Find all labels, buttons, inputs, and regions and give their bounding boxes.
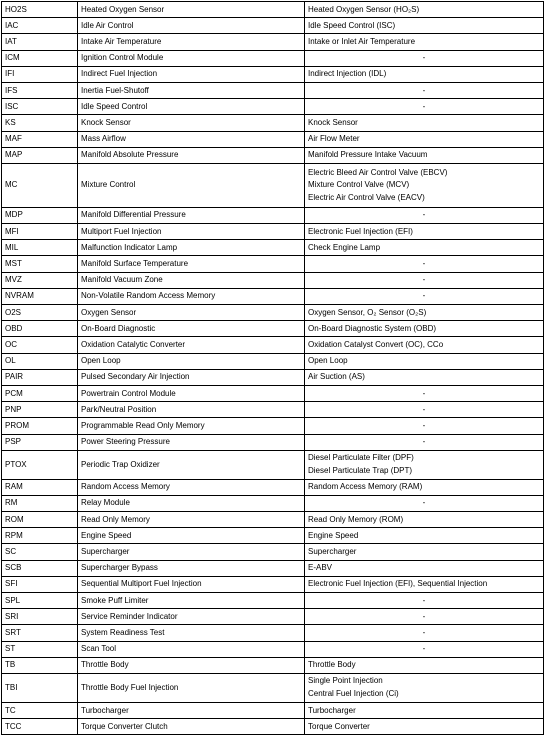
abbreviation-cell: SCB (2, 560, 78, 576)
previous-term-cell: Oxidation Catalyst Convert (OC), CCo (305, 337, 544, 353)
abbreviation-cell: NVRAM (2, 288, 78, 304)
abbreviation-cell: MC (2, 163, 78, 207)
table-row (2, 50, 544, 66)
previous-term-cell: Oxygen Sensor, O₂ Sensor (O₂S) (305, 305, 544, 321)
abbreviation-cell: MFI (2, 224, 78, 240)
table-row (2, 495, 544, 511)
abbreviation-cell: SRT (2, 625, 78, 641)
table-row (2, 544, 544, 560)
abbreviation-cell: PAIR (2, 369, 78, 385)
previous-term-cell: - (305, 385, 544, 401)
previous-term-cell: Intake or Inlet Air Temperature (305, 34, 544, 50)
abbreviation-cell: MVZ (2, 272, 78, 288)
term-cell: Malfunction Indicator Lamp (78, 240, 305, 256)
previous-term-cell: Read Only Memory (ROM) (305, 512, 544, 528)
table-row (2, 657, 544, 673)
table-row (2, 673, 544, 702)
abbreviation-cell: RAM (2, 479, 78, 495)
term-cell: Oxidation Catalytic Converter (78, 337, 305, 353)
term-cell: Manifold Differential Pressure (78, 207, 305, 223)
table-row (2, 163, 544, 207)
table-row (2, 18, 544, 34)
table-row (2, 576, 544, 592)
term-cell: Engine Speed (78, 528, 305, 544)
term-cell: Heated Oxygen Sensor (78, 2, 305, 18)
previous-term-cell: Indirect Injection (IDL) (305, 66, 544, 82)
table-row (2, 450, 544, 479)
table-row (2, 305, 544, 321)
abbreviation-cell: MAF (2, 131, 78, 147)
abbreviation-cell: OL (2, 353, 78, 369)
table-row (2, 66, 544, 82)
previous-term-cell: - (305, 641, 544, 657)
abbreviation-cell: RPM (2, 528, 78, 544)
abbreviation-cell: TCC (2, 719, 78, 735)
previous-term-line: Central Fuel Injection (Ci) (308, 688, 399, 698)
abbreviation-cell: IAC (2, 18, 78, 34)
previous-term-cell: - (305, 418, 544, 434)
table-row (2, 224, 544, 240)
previous-term-cell: Electronic Fuel Injection (EFI), Sequential Injection (305, 576, 544, 592)
abbreviation-cell: TB (2, 657, 78, 673)
previous-term-line: Single Point Injection (308, 676, 383, 686)
term-cell: Read Only Memory (78, 512, 305, 528)
term-cell: Idle Air Control (78, 18, 305, 34)
term-cell: Torque Converter Clutch (78, 719, 305, 735)
abbreviation-cell: IFS (2, 82, 78, 98)
abbreviation-cell: PSP (2, 434, 78, 450)
previous-term-cell: - (305, 256, 544, 272)
abbreviation-cell: IFI (2, 66, 78, 82)
table-row (2, 147, 544, 163)
table-body (2, 2, 544, 735)
previous-term-cell: Turbocharger (305, 702, 544, 718)
abbreviation-cell: RM (2, 495, 78, 511)
abbreviation-cell: MAP (2, 147, 78, 163)
term-cell: Periodic Trap Oxidizer (78, 450, 305, 479)
previous-term-cell: E-ABV (305, 560, 544, 576)
term-cell: Random Access Memory (78, 479, 305, 495)
term-cell: Idle Speed Control (78, 99, 305, 115)
table-row (2, 288, 544, 304)
previous-term-line: Electric Air Control Valve (EACV) (308, 192, 425, 202)
previous-term-cell: Engine Speed (305, 528, 544, 544)
abbreviation-cell: PROM (2, 418, 78, 434)
term-cell: Multiport Fuel Injection (78, 224, 305, 240)
previous-term-cell: Throttle Body (305, 657, 544, 673)
previous-term-cell: - (305, 609, 544, 625)
table-row (2, 385, 544, 401)
previous-term-cell (305, 163, 544, 207)
table-row (2, 402, 544, 418)
term-cell: Supercharger Bypass (78, 560, 305, 576)
previous-term-cell: - (305, 50, 544, 66)
table-row (2, 240, 544, 256)
term-cell: Programmable Read Only Memory (78, 418, 305, 434)
previous-term-cell: - (305, 99, 544, 115)
term-cell: Manifold Surface Temperature (78, 256, 305, 272)
table-row (2, 609, 544, 625)
abbreviation-cell: TBI (2, 673, 78, 702)
abbreviation-cell: SPL (2, 593, 78, 609)
previous-term-cell: Open Loop (305, 353, 544, 369)
abbreviation-cell: ROM (2, 512, 78, 528)
term-cell: Throttle Body (78, 657, 305, 673)
abbreviation-cell: TC (2, 702, 78, 718)
term-cell: Indirect Fuel Injection (78, 66, 305, 82)
abbreviation-cell: ICM (2, 50, 78, 66)
term-cell: Intake Air Temperature (78, 34, 305, 50)
term-cell: Service Reminder Indicator (78, 609, 305, 625)
table-row (2, 593, 544, 609)
previous-term-cell: - (305, 434, 544, 450)
abbreviation-cell: ST (2, 641, 78, 657)
abbreviation-cell: PTOX (2, 450, 78, 479)
previous-term-cell: Check Engine Lamp (305, 240, 544, 256)
table-row (2, 115, 544, 131)
previous-term-cell: - (305, 288, 544, 304)
table-row (2, 560, 544, 576)
term-cell: Throttle Body Fuel Injection (78, 673, 305, 702)
previous-term-cell (305, 450, 544, 479)
abbreviation-cell: OC (2, 337, 78, 353)
previous-term-cell: Torque Converter (305, 719, 544, 735)
table-row (2, 207, 544, 223)
table-row (2, 82, 544, 98)
abbreviation-cell: HO2S (2, 2, 78, 18)
term-cell: Supercharger (78, 544, 305, 560)
term-cell: Oxygen Sensor (78, 305, 305, 321)
previous-term-cell: - (305, 625, 544, 641)
table-row (2, 512, 544, 528)
table-row (2, 256, 544, 272)
term-cell: Relay Module (78, 495, 305, 511)
term-cell: Manifold Absolute Pressure (78, 147, 305, 163)
term-cell: Mass Airflow (78, 131, 305, 147)
table-row (2, 337, 544, 353)
previous-term-line: Diesel Particulate Trap (DPT) (308, 465, 413, 475)
table-row (2, 99, 544, 115)
abbreviation-cell: MST (2, 256, 78, 272)
abbreviation-cell: MDP (2, 207, 78, 223)
previous-term-line: Diesel Particulate Filter (DPF) (308, 453, 414, 463)
table-row (2, 131, 544, 147)
table-row (2, 353, 544, 369)
term-cell: Mixture Control (78, 163, 305, 207)
term-cell: Smoke Puff Limiter (78, 593, 305, 609)
term-cell: Scan Tool (78, 641, 305, 657)
abbreviation-cell: SRI (2, 609, 78, 625)
table-row (2, 369, 544, 385)
term-cell: Power Steering Pressure (78, 434, 305, 450)
previous-term-cell: Electronic Fuel Injection (EFI) (305, 224, 544, 240)
previous-term-cell: - (305, 593, 544, 609)
previous-term-cell: - (305, 495, 544, 511)
term-cell: On-Board Diagnostic (78, 321, 305, 337)
term-cell: Manifold Vacuum Zone (78, 272, 305, 288)
table-row (2, 434, 544, 450)
previous-term-cell: - (305, 402, 544, 418)
previous-term-cell: Heated Oxygen Sensor (HO₂S) (305, 2, 544, 18)
previous-term-cell: - (305, 272, 544, 288)
abbreviation-cell: O2S (2, 305, 78, 321)
abbreviation-cell: KS (2, 115, 78, 131)
table-row (2, 272, 544, 288)
abbreviation-cell: SC (2, 544, 78, 560)
previous-term-line: Mixture Control Valve (MCV) (308, 180, 410, 190)
previous-term-cell: Supercharger (305, 544, 544, 560)
term-cell: Knock Sensor (78, 115, 305, 131)
term-cell: Ignition Control Module (78, 50, 305, 66)
term-cell: Pulsed Secondary Air Injection (78, 369, 305, 385)
previous-term-cell: Air Flow Meter (305, 131, 544, 147)
term-cell: Sequential Multiport Fuel Injection (78, 576, 305, 592)
previous-term-cell: Random Access Memory (RAM) (305, 479, 544, 495)
table-row (2, 528, 544, 544)
previous-term-cell (305, 673, 544, 702)
previous-term-cell: - (305, 207, 544, 223)
abbreviation-cell: PNP (2, 402, 78, 418)
abbreviation-cell: PCM (2, 385, 78, 401)
term-cell: Open Loop (78, 353, 305, 369)
previous-term-line: Electric Bleed Air Control Valve (EBCV) (308, 167, 448, 177)
table-row (2, 641, 544, 657)
term-cell: Powertrain Control Module (78, 385, 305, 401)
term-cell: Non-Volatile Random Access Memory (78, 288, 305, 304)
previous-term-cell: Manifold Pressure Intake Vacuum (305, 147, 544, 163)
table-row (2, 479, 544, 495)
abbreviation-cell: OBD (2, 321, 78, 337)
term-cell: Turbocharger (78, 702, 305, 718)
abbreviation-cell: MIL (2, 240, 78, 256)
table-row (2, 719, 544, 735)
table-row (2, 34, 544, 50)
table-row (2, 702, 544, 718)
previous-term-cell: - (305, 82, 544, 98)
previous-term-cell: Idle Speed Control (ISC) (305, 18, 544, 34)
abbreviation-cell: ISC (2, 99, 78, 115)
previous-term-cell: Knock Sensor (305, 115, 544, 131)
table-row (2, 625, 544, 641)
previous-term-cell: On-Board Diagnostic System (OBD) (305, 321, 544, 337)
table-row (2, 2, 544, 18)
term-cell: Inertia Fuel-Shutoff (78, 82, 305, 98)
table-row (2, 321, 544, 337)
term-cell: System Readiness Test (78, 625, 305, 641)
previous-term-cell: Air Suction (AS) (305, 369, 544, 385)
table-row (2, 418, 544, 434)
abbreviation-table (1, 1, 544, 735)
abbreviation-cell: IAT (2, 34, 78, 50)
term-cell: Park/Neutral Position (78, 402, 305, 418)
abbreviation-cell: SFI (2, 576, 78, 592)
